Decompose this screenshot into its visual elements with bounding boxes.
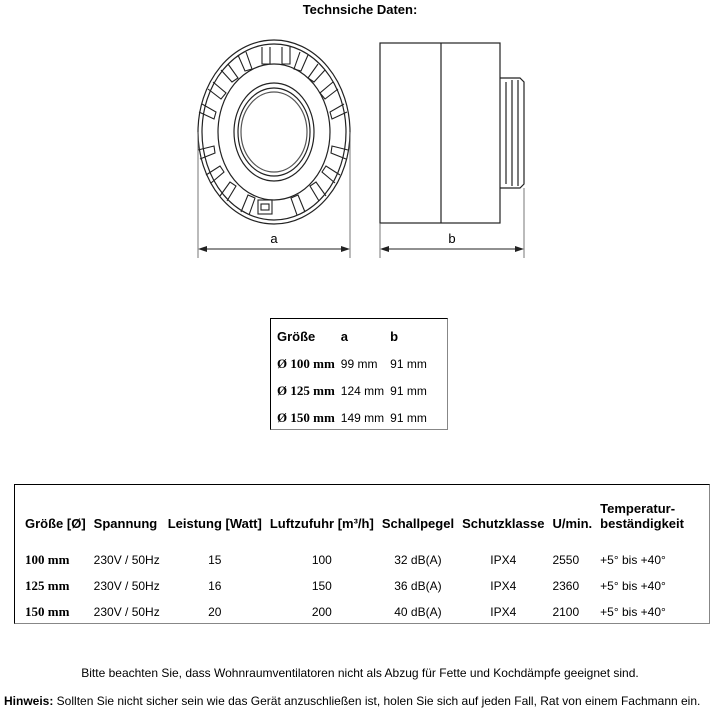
header-rpm: U/min. (552, 516, 593, 531)
protection-cell: IPX4 (490, 605, 517, 619)
airflow-cell: 200 (311, 605, 332, 619)
header-voltage: Spannung (93, 516, 158, 531)
table-row (21, 573, 688, 599)
header-temperature-line2: beständigkeit (600, 516, 684, 531)
fan-side-view (380, 43, 524, 223)
airflow-cell: 100 (311, 553, 332, 567)
header-size: Größe (277, 329, 316, 344)
fan-front-view (198, 40, 350, 224)
temperature-cell: +5° bis +40° (600, 579, 666, 593)
power-cell: 15 (208, 553, 222, 567)
rpm-cell: 2100 (552, 605, 580, 619)
header-noise: Schallpegel (381, 516, 455, 531)
hint-body: Sollten Sie nicht sicher sein wie das Gerät anzuschließen ist, holen Sie sich auf jeden Fall, Rat von einem Fachmann ein. (53, 694, 701, 708)
a-cell: 124 mm (340, 383, 385, 398)
size-cell: Ø 125 mm (277, 382, 335, 398)
b-cell: 91 mm (390, 410, 427, 425)
usage-note: Bitte beachten Sie, dass Wohnraumventilatoren nicht als Abzug für Fette und Kochdämpfe geeignet sind. (81, 666, 639, 680)
dimension-a-label: a (270, 231, 278, 246)
technical-drawing (0, 0, 720, 270)
hint-text (4, 694, 700, 708)
size-cell: 150 mm (25, 604, 70, 619)
dimension-b-label: b (448, 231, 456, 246)
airflow-cell: 150 (311, 579, 332, 593)
noise-cell: 32 dB(A) (394, 553, 442, 567)
table-row (275, 404, 431, 431)
table-row (275, 377, 431, 404)
table-row (21, 547, 688, 573)
rpm-cell: 2550 (552, 553, 580, 567)
a-cell: 149 mm (340, 410, 385, 425)
dimension-a (198, 231, 350, 252)
noise-cell: 40 dB(A) (394, 605, 442, 619)
spec-table-header (21, 491, 688, 531)
b-cell: 91 mm (390, 356, 427, 371)
header-size: Größe [Ø] (25, 516, 86, 531)
header-temperature (596, 491, 688, 531)
hint-label: Hinweis: (4, 694, 54, 708)
size-cell: 125 mm (25, 578, 70, 593)
header-a: a (340, 329, 349, 344)
size-table (270, 318, 448, 430)
header-protection: Schutzklasse (462, 516, 545, 531)
spec-table (14, 484, 710, 624)
voltage-cell: 230V / 50Hz (93, 579, 160, 593)
header-temperature-line1: Temperatur- (600, 501, 676, 516)
size-table-header (275, 323, 431, 350)
protection-cell: IPX4 (490, 553, 517, 567)
header-airflow: Luftzufuhr [m³/h] (269, 516, 374, 531)
header-power: Leistung [Watt] (167, 516, 262, 531)
power-cell: 20 (208, 605, 222, 619)
b-cell: 91 mm (390, 383, 427, 398)
size-cell: Ø 100 mm (277, 355, 335, 371)
protection-cell: IPX4 (490, 579, 517, 593)
size-cell: 100 mm (25, 552, 70, 567)
noise-cell: 36 dB(A) (394, 579, 442, 593)
rpm-cell: 2360 (552, 579, 580, 593)
power-cell: 16 (208, 579, 222, 593)
temperature-cell: +5° bis +40° (600, 553, 666, 567)
size-cell: Ø 150 mm (277, 409, 335, 425)
table-row (21, 599, 688, 625)
table-row (275, 350, 431, 377)
a-cell: 99 mm (340, 356, 378, 371)
page-title: Technsiche Daten: (302, 2, 418, 17)
voltage-cell: 230V / 50Hz (93, 553, 160, 567)
voltage-cell: 230V / 50Hz (93, 605, 160, 619)
temperature-cell: +5° bis +40° (600, 605, 666, 619)
dimension-b (380, 231, 524, 252)
header-b: b (390, 329, 399, 344)
